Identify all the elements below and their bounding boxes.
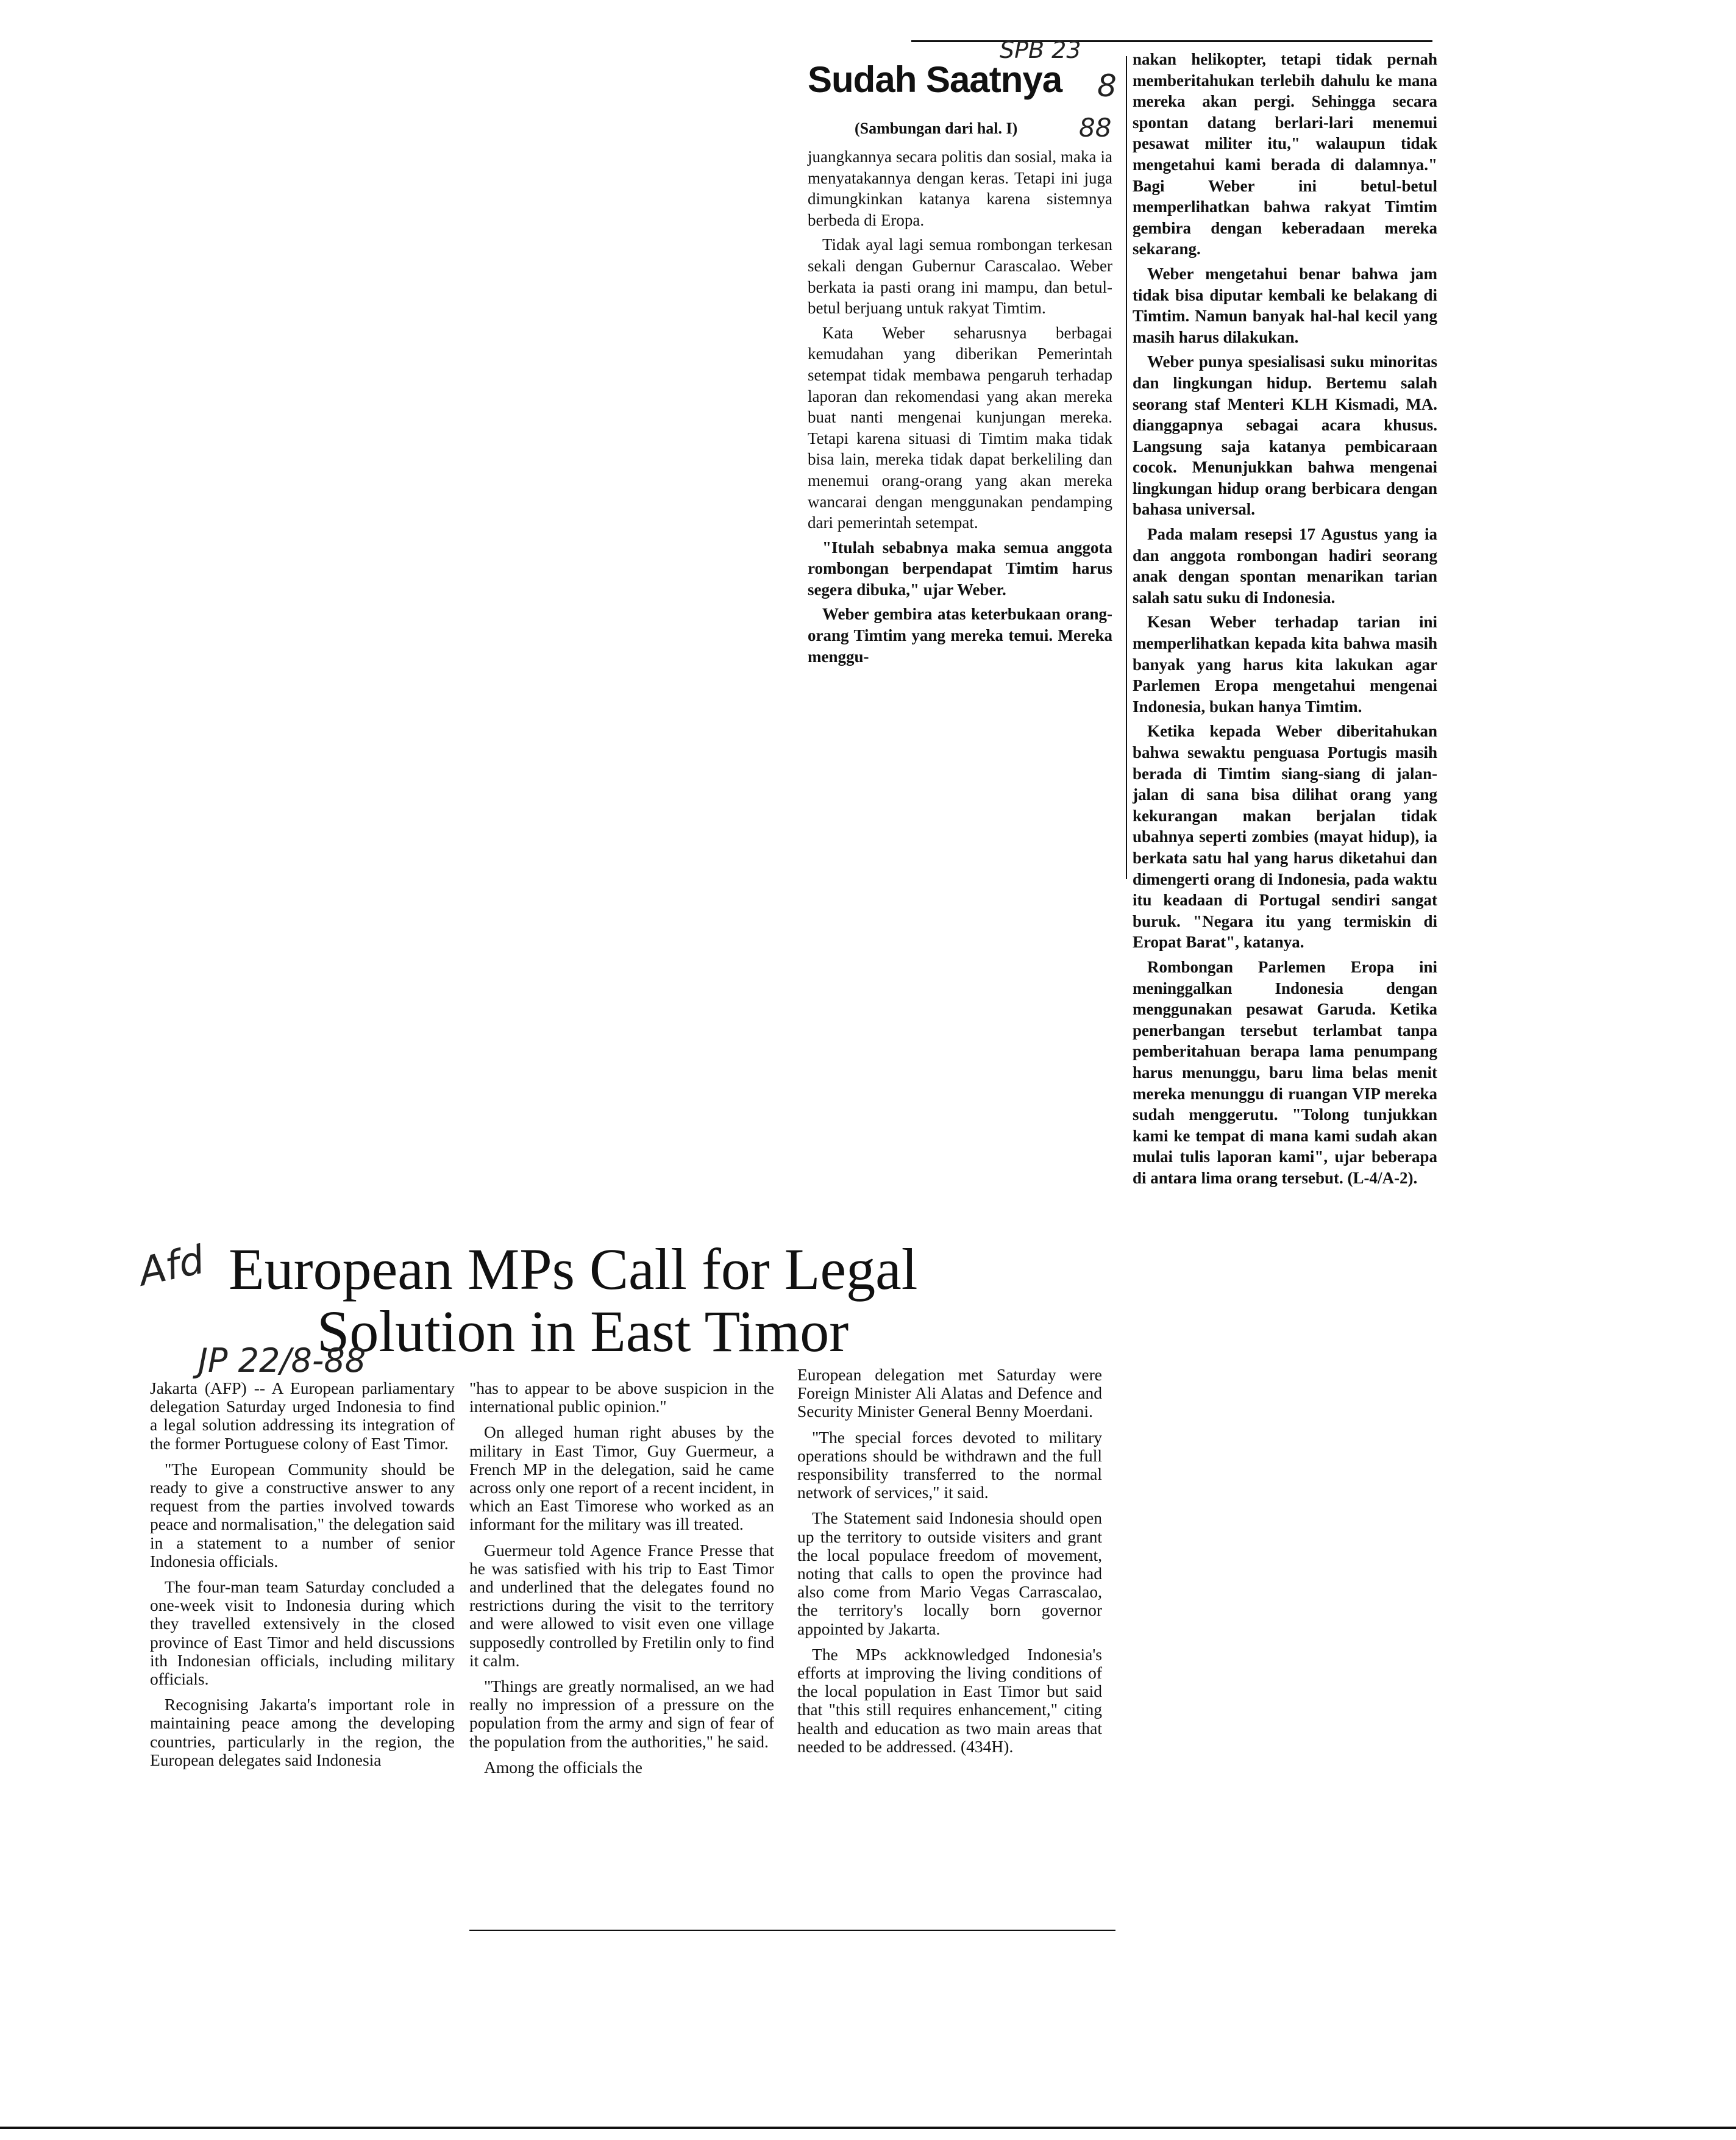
paragraph: "The special forces devoted to military operations should be withdrawn and the full responsibility transferred to the normal network of services," it said. [797, 1427, 1102, 1502]
paragraph: Among the officials the [484, 1757, 642, 1777]
paragraph: "The European Community should be ready to give a constructive answer to any request from the parties involved towards peace and normalisation," the delegation said in a statement to a number of senior Indonesia officials. [150, 1459, 455, 1571]
indonesian-column-2 [1133, 49, 1437, 1188]
paragraph: The MPs ackknowledged Indonesia's efforts at improving the living conditions of the local population in East Timor but said that "this still requires enhancement," citing health and education as two main areas that needed to be addressed. (434H). [797, 1644, 1102, 1756]
paragraph: Weber mengetahui benar bahwa jam tidak bisa diputar kembali ke belakang di Timtim. Namun banyak hal-hal kecil yang masih harus dilakukan. [1133, 264, 1437, 346]
header-handwriting: SPB 23 [1000, 37, 1081, 63]
paragraph: Jakarta (AFP) -- A European parliamentary delegation Saturday urged Indonesia to find a legal solution addressing its integration of the former Portuguese colony of East Timor. [150, 1379, 455, 1453]
bottom-rule [469, 1930, 1115, 1931]
paragraph: Rombongan Parlemen Eropa ini meninggalkan Indonesia dengan menggunakan pesawat Garuda. Ketika penerbangan tersebut terlambat tanpa pemberitahuan berapa lama penumpang harus menunggu, baru lima belas menit mereka menunggu di ruangan VIP mereka sudah menggerutu. "Tolong tunjukkan kami ke tempat di mana kami sudah akan mulai tulis laporan kami", ujar beberapa di antara lima orang tersebut. (L-4/A-2). [1133, 957, 1437, 1187]
top-rule [911, 40, 1432, 42]
paragraph: European delegation met Saturday were Foreign Minister Ali Alatas and Defence and Security Minister General Benny Moerdani. [797, 1365, 1102, 1421]
english-column-1 [150, 1379, 455, 1769]
paragraph: The four-man team Saturday concluded a one-week visit to Indonesia during which they travelled extensively in the closed province of East Timor and held discussions ith Indonesian officials, including military officials. [150, 1577, 455, 1689]
indonesian-column-1 [808, 146, 1112, 667]
paragraph: "has to appear to be above suspicion in the international public opinion." [469, 1379, 774, 1416]
headline-line-1: European MPs Call for Legal [229, 1236, 918, 1302]
handwriting-date: JP 22/8-88 [198, 1341, 366, 1380]
paragraph: Weber gembira atas keterbukaan orang-orang Timtim yang mereka temui. Mereka menggu- [808, 605, 1112, 666]
page-bottom-rule [0, 2127, 1736, 2129]
paragraph: Weber punya spesialisasi suku minoritas dan lingkungan hidup. Bertemu salah seorang staf Menteri KLH Kismadi, MA. dianggapnya sebagai acara khusus. Langsung saja katanya pembicaraan cocok. Menunjukkan bahwa mengenai lingkungan hidup orang berbicara dengan bahasa universal. [1133, 352, 1437, 519]
paragraph: nakan helikopter, tetapi tidak pernah memberitahukan terlebih dahulu ke mana mereka akan pergi. Sehingga secara spontan datang berlari-lari menemui pesawat militer itu," walaupun tidak mengetahui kami berada di dalamnya." Bagi Weber ini betul-betul memperlihatkan bahwa rakyat Timtim gembira dengan keberadaan mereka sekarang. [1133, 50, 1437, 259]
paragraph: juangkannya secara politis dan sosial, maka ia menyatakannya dengan keras. Tetapi ini juga dimungkinkan katanya karena sistemnya berbeda di Eropa. [808, 148, 1112, 229]
column-divider [1126, 56, 1127, 879]
paragraph: On alleged human right abuses by the military in East Timor, Guy Guermeur, a French MP in the delegation, said he came across only one report of a recent incident, in which an East Timorese who worked as an informant for the military was ill treated. [469, 1422, 774, 1534]
paragraph: Kata Weber seharusnya berbagai kemudahan yang diberikan Pemerintah setempat tidak membawa pengaruh terhadap laporan dan rekomendasi yang akan mereka buat nanti mengenai kunjungan mereka. Tetapi karena situasi di Timtim maka tidak bisa lain, mereka tidak dapat berkeliling dan menemui orang-orang yang akan mereka wancarai dengan menggunakan pendamping dari pemerintah setempat. [808, 323, 1112, 532]
paragraph: Guermeur told Agence France Presse that he was satisfied with his trip to East Timor and underlined that the delegates found no restrictions during the visit to the territory and were allowed to visit even one village supposedly controlled by Fretilin only to find it calm. [469, 1540, 774, 1670]
handwriting-left: Afd [135, 1237, 208, 1296]
english-column-3 [797, 1366, 1102, 1756]
paragraph: Recognising Jakarta's important role in maintaining peace among the developing countries, particularly in the region, the European delegates said Indonesia [150, 1695, 455, 1769]
paragraph: "Itulah sebabnya maka semua anggota rombongan berpendapat Timtim harus segera dibuka," ujar Weber. [808, 538, 1112, 599]
paragraph: Pada malam resepsi 17 Agustus yang ia dan anggota rombongan hadiri seorang anak dengan spontan menarikan tarian salah satu suku di Indonesia. [1133, 525, 1437, 607]
article-title-fragment: Sudah Saatnya [808, 59, 1062, 100]
paragraph: "Things are greatly normalised, an we had really no impression of a pressure on the population from the army and sign of fear of the population from the authorities," he said. [469, 1677, 774, 1751]
page-mark-top: 8 [1097, 68, 1117, 104]
headline-line-2: Solution in East Timor [317, 1299, 849, 1364]
continuation-label: (Sambungan dari hal. I) [855, 119, 1018, 137]
page-mark-bottom: 88 [1079, 113, 1112, 143]
english-column-2 [469, 1379, 774, 1777]
paragraph: Kesan Weber terhadap tarian ini memperlihatkan kepada kita bahwa masih banyak yang harus kita lakukan agar Parlemen Eropa mengetahui mengenai Indonesia, bukan hanya Timtim. [1133, 613, 1437, 716]
paragraph: The Statement said Indonesia should open up the territory to outside visiters and grant the local populace freedom of movement, noting that calls to open the province had also come from Mario Vegas Carrascalao, the territory's locally born governor appointed by Jakarta. [797, 1508, 1102, 1638]
paragraph: Ketika kepada Weber diberitahukan bahwa sewaktu penguasa Portugis masih berada di Timtim siang-siang di jalan-jalan di sana bisa dilihat orang yang kekurangan makan berjalan tidak ubahnya seperti zombies (mayat hidup), ia berkata satu hal yang harus diketahui dan dimengerti orang di Indonesia, pada waktu itu keadaan di Portugal sendiri sangat buruk. "Negara itu yang termiskin di Eropat Barat", katanya. [1133, 722, 1437, 952]
paragraph: Tidak ayal lagi semua rombongan terkesan sekali dengan Gubernur Carascalao. Weber berkata ia pasti orang ini mampu, dan betul-betul berjuang untuk rakyat Timtim. [808, 235, 1112, 318]
